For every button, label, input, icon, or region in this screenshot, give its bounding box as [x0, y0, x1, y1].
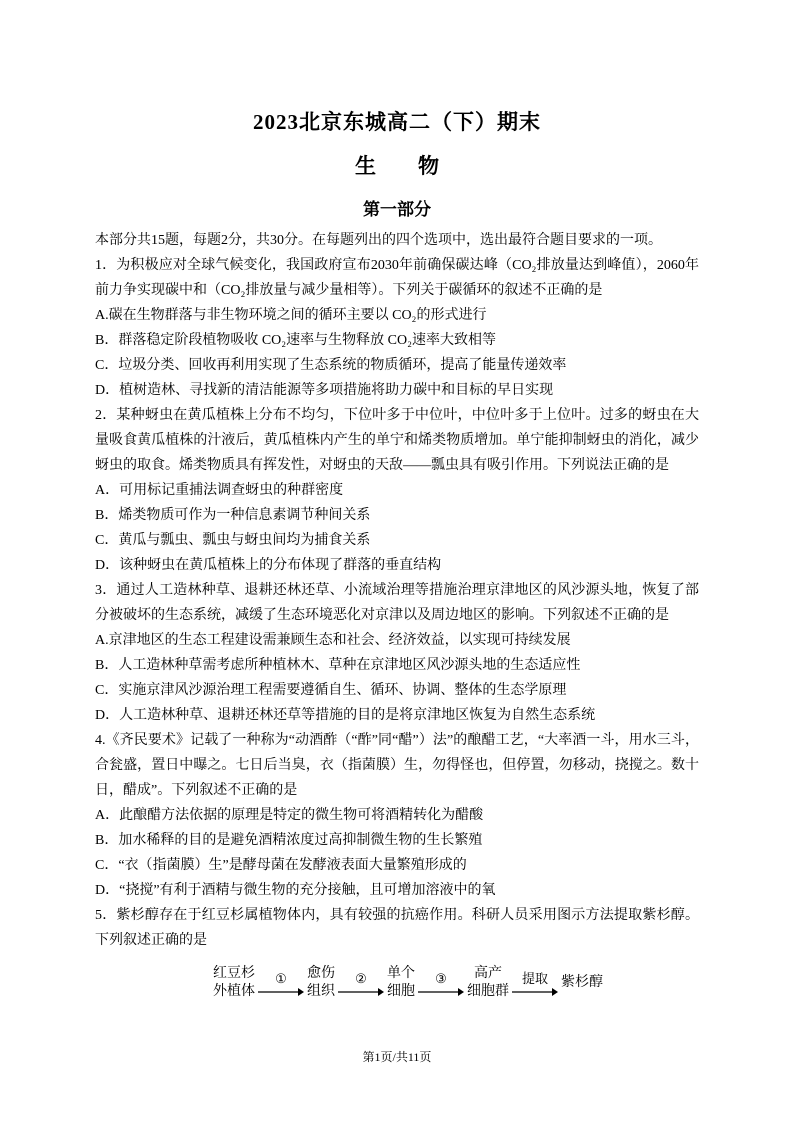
node-label: 红豆杉	[213, 966, 255, 981]
question-option: B．加水稀释的目的是避免酒精浓度过高抑制微生物的生长繁殖	[95, 833, 483, 848]
node-label: 愈伤	[307, 966, 335, 981]
question-4	[95, 728, 699, 903]
page-footer: 第1页/共11页	[362, 1050, 432, 1064]
section-intro: 本部分共15题，每题2分，共30分。在每题列出的四个选项中，选出最符合题目要求的一项。	[95, 233, 662, 248]
diagram-arrow-3	[418, 970, 464, 997]
question-option: D．该种蚜虫在黄瓜植株上的分布体现了群落的垂直结构	[95, 558, 442, 573]
diagram-node-single-cell	[387, 965, 415, 1001]
question-option: D．“挠搅”有利于酒精与微生物的充分接触，且可增加溶液中的氧	[95, 883, 496, 898]
question-5	[95, 903, 699, 1001]
question-stem: 1．为积极应对全球气候变化，我国政府宣布2030年前确保碳达峰（CO₂排放量达到峰值），2060年前力争实现碳中和（CO₂排放量与减少量相等）。下列关于碳循环的叙述不正确的是	[95, 258, 699, 298]
arrow-step-label: ③	[435, 970, 447, 986]
question-option: D．人工造林种草、退耕还林还草等措施的目的是将京津地区恢复为自然生态系统	[95, 708, 596, 723]
question-3	[95, 578, 699, 728]
question-stem: 3．通过人工造林种草、退耕还林还草、小流域治理等措施治理京津地区的风沙源头地，恢复了部分被破坏的生态系统，减缓了生态环境恶化对京津以及周边地区的影响。下列叙述不正确的是	[95, 583, 699, 623]
right-arrow-icon	[418, 987, 464, 997]
diagram-arrow-extract	[512, 970, 558, 997]
right-arrow-icon	[338, 987, 384, 997]
right-arrow-icon	[512, 987, 558, 997]
node-label: 高产	[474, 966, 502, 981]
question-option: C．实施京津风沙源治理工程需要遵循自生、循环、协调、整体的生态学原理	[95, 683, 567, 698]
question-option: A.京津地区的生态工程建设需兼顾生态和社会、经济效益，以实现可持续发展	[95, 633, 571, 648]
node-label: 外植体	[213, 984, 255, 999]
arrow-step-label: 提取	[521, 970, 548, 986]
node-label: 组织	[307, 984, 335, 999]
question-2	[95, 403, 699, 578]
right-arrow-icon	[258, 987, 304, 997]
diagram-arrow-2	[338, 970, 384, 997]
page-title: 2023北京东城高二（下）期末	[253, 110, 541, 134]
diagram-node-callus	[307, 965, 335, 1001]
question-stem: 4.《齐民要术》记载了一种称为“动酒酢（“酢”同“醋”）法”的酿醋工艺，“大率酒一斗，用水三斗，合瓮盛，置日中曝之。七日后当臭，衣（指菌膜）生，勿得怪也，但停置，勿移动，挠搅之。数十日，醋成”。下列叙述不正确的是	[95, 733, 699, 798]
question-option: C．黄瓜与瓢虫、瓢虫与蚜虫间均为捕食关系	[95, 533, 371, 548]
exam-body	[95, 228, 699, 1001]
node-label: 细胞群	[467, 984, 509, 999]
extraction-flow-diagram	[213, 965, 699, 1001]
question-1	[95, 253, 699, 403]
subject-title: 生 物	[355, 154, 439, 178]
question-option: D．植树造林、寻找新的清洁能源等多项措施将助力碳中和目标的早日实现	[95, 383, 554, 398]
question-option: C．垃圾分类、回收再利用实现了生态系统的物质循环，提高了能量传递效率	[95, 358, 567, 373]
diagram-node-high-yield-cells	[467, 965, 509, 1001]
question-option: A．可用标记重捕法调查蚜虫的种群密度	[95, 483, 344, 498]
node-label: 紫杉醇	[561, 975, 603, 990]
diagram-arrow-1	[258, 970, 304, 997]
diagram-node-taxol	[561, 974, 603, 992]
arrow-step-label: ①	[275, 970, 287, 986]
question-option: A．此酿醋方法依据的原理是特定的微生物可将酒精转化为醋酸	[95, 808, 484, 823]
question-option: B．烯类物质可作为一种信息素调节种间关系	[95, 508, 371, 523]
node-label: 细胞	[387, 984, 415, 999]
arrow-step-label: ②	[355, 970, 367, 986]
node-label: 单个	[387, 966, 415, 981]
question-option: A.碳在生物群落与非生物环境之间的循环主要以 CO₂的形式进行	[95, 308, 487, 323]
question-stem: 5．紫杉醇存在于红豆杉属植物体内，具有较强的抗癌作用。科研人员采用图示方法提取紫杉醇。下列叙述正确的是	[95, 908, 699, 948]
diagram-node-explant	[213, 965, 255, 1001]
question-option: B．群落稳定阶段植物吸收 CO₂速率与生物释放 CO₂速率大致相等	[95, 333, 496, 348]
question-option: B．人工造林种草需考虑所种植林木、草种在京津地区风沙源头地的生态适应性	[95, 658, 581, 673]
question-option: C．“衣（指菌膜）生”是酵母菌在发酵液表面大量繁殖形成的	[95, 858, 467, 873]
question-stem: 2．某种蚜虫在黄瓜植株上分布不均匀，下位叶多于中位叶，中位叶多于上位叶。过多的蚜虫在大量吸食黄瓜植株的汁液后，黄瓜植株内产生的单宁和烯类物质增加。单宁能抑制蚜虫的消化，减少蚜虫的取食。烯类物质具有挥发性，对蚜虫的天敌——瓢虫具有吸引作用。下列说法正确的是	[95, 408, 699, 473]
part-heading: 第一部分	[363, 200, 431, 219]
